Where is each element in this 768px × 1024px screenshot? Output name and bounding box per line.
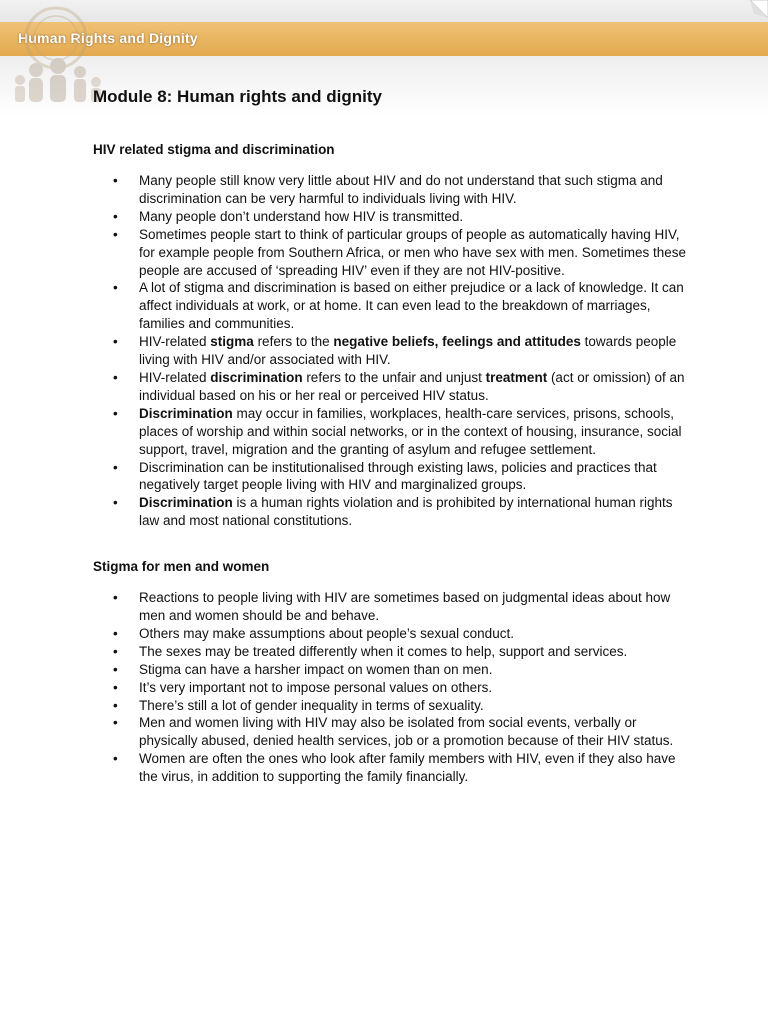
bold-term-stigma: stigma [210,334,254,350]
top-band [0,0,768,22]
bullet-list-men-women [93,589,693,786]
text-part: refers to the [253,334,334,350]
text-part: refers to the unfair and unjust [302,369,486,385]
bold-term-discrimination: discrimination [210,369,303,385]
bullet-icon: • [113,625,118,641]
list-item-text: Many people still know very little about HIV and do not understand that such stigma and discrimination can be very harmful to individuals living with HIV. [139,173,663,206]
bold-term-negative-beliefs: negative beliefs, feelings and attitudes [333,334,581,350]
list-item-text: The sexes may be treated differently when it comes to help, support and services. [139,643,628,659]
people-emblem-icon [6,0,106,108]
bullet-icon: • [113,661,118,677]
list-item [93,405,693,459]
bold-term-discrimination: Discrimination [139,495,233,511]
text-part: is a human rights violation and is prohibited by international human rights law and most national constitutions. [139,495,673,529]
list-item [93,333,693,369]
bullet-icon: • [113,226,118,242]
list-item [93,625,693,643]
section-heading-men-women: Stigma for men and women [93,559,270,575]
section-heading-stigma-discrimination: HIV related stigma and discrimination [93,142,335,157]
bullet-icon: • [113,280,118,296]
list-item-text: Many people don’t understand how HIV is transmitted. [139,208,464,224]
text-part: HIV-related [139,334,211,350]
list-item [93,172,693,208]
bullet-icon: • [113,495,118,511]
bullet-icon: • [113,697,118,713]
bullet-icon: • [113,334,118,350]
list-item-text: Sometimes people start to think of particular groups of people as automatically having HIV, for example people from Southern Africa, or men who have sex with men. Sometimes these people are accused of ‘spreading HIV’ even if they are not HIV-positive. [139,226,687,278]
text-part: HIV-related [139,369,211,385]
list-item [93,661,693,679]
bold-term-discrimination: Discrimination [139,405,233,421]
list-item-text: It’s very important not to impose personal values on others. [139,679,493,695]
list-item [93,208,693,226]
list-item [93,643,693,661]
list-item [93,369,693,405]
text-part: may occur in families, workplaces, health-care services, prisons, schools, places of worship and within social networks, or in the context of housing, insurance, social support, travel, migration and the granting of asylum and refugee settlement. [139,405,682,457]
list-item [93,679,693,697]
bullet-icon: • [113,459,118,475]
bullet-icon: • [113,405,118,421]
list-item-text: Men and women living with HIV may also be isolated from social events, verbally or physically abused, denied health services, job or a promotion because of their HIV status. [139,715,674,749]
list-item-text: Women are often the ones who look after family members with HIV, even if they also have the virus, in addition to supporting the family financially. [139,751,676,785]
text-part: towards people living with HIV and/or associated with HIV. [139,334,677,368]
header-title: Human Rights and Dignity [18,30,198,46]
list-item-text: Discrimination can be institutionalised through existing laws, policies and practices that negatively target people living with HIV and marginalized groups. [139,459,657,493]
header-bar [0,22,768,56]
list-item-text: A lot of stigma and discrimination is based on either prejudice or a lack of knowledge. It can affect individuals at work, or at home. It can even lead to the breakdown of marriages, families and communities. [139,280,684,332]
bullet-icon: • [113,715,118,731]
list-item [93,714,693,750]
bold-term-treatment: treatment [485,369,548,385]
list-item [93,697,693,715]
bullet-list-stigma-discrimination [93,172,693,530]
list-item [93,279,693,333]
list-item-text: There’s still a lot of gender inequality in terms of sexuality. [139,697,484,713]
list-item [93,494,693,530]
list-item [93,226,693,280]
list-item-text: Stigma can have a harsher impact on women than on men. [139,661,493,677]
list-item-text: Reactions to people living with HIV are sometimes based on judgmental ideas about how men and women should be and behave. [139,590,671,624]
bullet-icon: • [113,208,118,224]
list-item [93,459,693,495]
list-item [93,589,693,625]
page-curl-icon [746,0,768,18]
content [93,84,693,786]
bullet-icon: • [113,643,118,659]
list-item-text: Others may make assumptions about people’s sexual conduct. [139,625,514,641]
bullet-icon: • [113,679,118,695]
bullet-icon: • [113,590,118,606]
text-part: (act or omission) of an individual based on his or her real or perceived HIV status. [139,369,685,403]
bullet-icon: • [113,751,118,767]
list-item [93,750,693,786]
module-title: Module 8: Human rights and dignity [93,87,382,106]
bullet-icon: • [113,369,118,385]
bullet-icon: • [113,173,118,188]
